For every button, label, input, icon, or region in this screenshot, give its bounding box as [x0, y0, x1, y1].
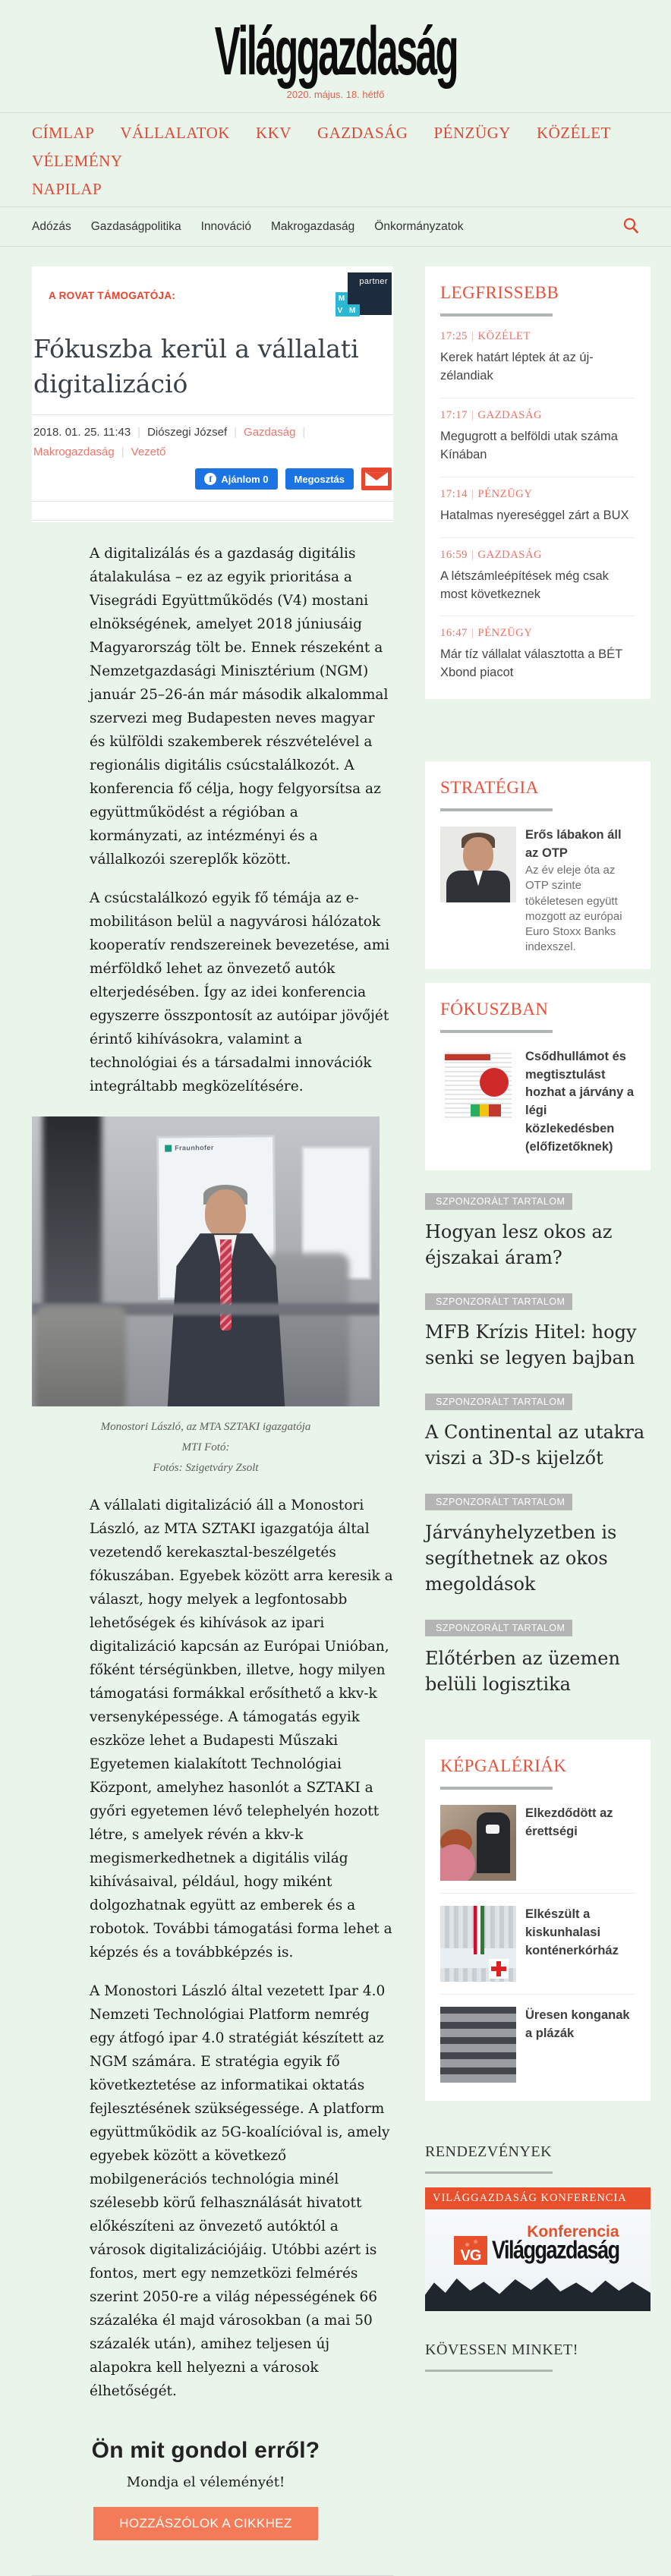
strategia-item-title[interactable]: Erős lábakon áll az OTP	[525, 828, 622, 861]
sponsor-label: A ROVAT TÁMOGATÓJA:	[49, 289, 176, 301]
subnav-makrogazdasag[interactable]: Makrogazdaság	[270, 219, 355, 233]
comment-cta-subtitle: Mondja el véleményét!	[126, 2474, 285, 2491]
heading-underline	[425, 2370, 553, 2372]
events-heading: RENDEZVÉNYEK	[425, 2143, 553, 2161]
man-head	[205, 1189, 246, 1238]
sponsored-title[interactable]: Járványhelyzetben is segíthetnek az okos megoldások	[425, 1522, 617, 1595]
mvm-m-square: M	[336, 292, 348, 304]
gallery-title[interactable]: Elkészült a kiskunhalasi konténerkórház	[525, 1907, 619, 1958]
facebook-share-button[interactable]	[285, 468, 354, 490]
vg-konferencia-logo	[454, 2223, 619, 2265]
news-title[interactable]: Kerek határt léptek át az új-zélandiak	[440, 351, 594, 383]
news-category[interactable]: PÉNZÜGY	[477, 627, 533, 640]
list-item	[440, 1036, 635, 1157]
sponsored-item	[425, 1293, 651, 1371]
sponsored-list	[425, 1193, 651, 1697]
primary-nav	[0, 113, 671, 206]
sponsored-badge: SZPONZORÁLT TARTALOM	[425, 1293, 572, 1310]
tag-vezeto[interactable]: Vezető	[131, 446, 166, 459]
sponsored-item	[425, 1193, 651, 1271]
facebook-icon: f	[204, 473, 216, 485]
list-item	[440, 1793, 635, 1894]
news-time: 17:17	[440, 408, 468, 421]
follow-section	[425, 2341, 651, 2398]
conference-banner[interactable]	[425, 2187, 651, 2311]
conference-banner-body	[425, 2209, 651, 2311]
article-header-card	[32, 266, 393, 522]
news-separator: |	[471, 548, 474, 561]
portrait-man	[181, 1189, 272, 1406]
news-category[interactable]: GAZDASÁG	[477, 408, 543, 421]
exam-gallery-thumbnail[interactable]	[440, 1805, 516, 1881]
poster-brand: Fraunhofer	[175, 1144, 214, 1152]
article-body	[32, 522, 393, 2576]
article-photo	[32, 1116, 380, 1406]
share-divider-2	[32, 520, 393, 521]
vg-logo-icon: VG	[454, 2236, 487, 2265]
konferencia-label: Konferencia	[527, 2223, 619, 2241]
nav-kkv[interactable]: KKV	[255, 124, 291, 142]
fokuszban-item-title[interactable]: Csődhullámot és megtisztulást hozhat a járvány a légi közlekedésben (előfizetőknek)	[525, 1049, 635, 1154]
gallery-title[interactable]: Elkezdődött az érettségi	[525, 1806, 613, 1839]
facebook-like-button[interactable]	[195, 468, 277, 490]
nav-napilap[interactable]: NAPILAP	[32, 180, 102, 198]
envelope-icon	[365, 472, 388, 486]
fokuszban-card	[425, 983, 651, 1171]
subnav-adozas[interactable]: Adózás	[32, 219, 71, 233]
heading-underline	[440, 1787, 553, 1790]
sponsored-title[interactable]: Előtérben az üzemen belüli logisztika	[425, 1648, 620, 1696]
article-meta	[32, 415, 393, 466]
meta-separator: |	[302, 426, 306, 439]
meta-separator: |	[137, 426, 141, 439]
events-section	[425, 2143, 651, 2311]
latest-news-card	[425, 266, 651, 699]
gallery-title[interactable]: Üresen konganak a plázák	[525, 2008, 630, 2041]
coronavirus-icon	[480, 1068, 509, 1097]
news-title[interactable]: Megugrott a belföldi utak száma Kínában	[440, 429, 618, 461]
caption-line-1: Monostori László, az MTA SZTAKI igazgatója	[100, 1421, 311, 1434]
strategia-heading: STRATÉGIA	[440, 778, 539, 798]
photo-caption	[32, 1406, 380, 1479]
mvm-partner-logo[interactable]	[332, 272, 392, 318]
nav-penzugy[interactable]: PÉNZÜGY	[433, 124, 511, 142]
heading-underline	[440, 808, 553, 811]
like-label: Ajánlom 0	[221, 473, 269, 485]
paragraph-2: A csúcstalálkozó egyik fő témája az e-mobilitáson belül a nagyvárosi hálózatok kooperatív rendszereinek bevezetése, ami mérföldkő lehet az önvezető autók elterjedésében. Így az idei konferencia egyszerre összpontosít az autóipar jövőjét érintő kihívásokra, valamint a technológiai és a társadalmi innovációk integráltabb megközelítésére.	[90, 890, 390, 1095]
paragraph-1: A digitalizálás és a gazdaság digitális átalakulása – ez az egyik prioritása a Visegrádi Együttműködés (V4) mostani elnökségének, amelyet 2018 júniusáig Magyarország tölt be. Ennek részeként a Nemzetgazdasági Minisztérium (NGM) január 25–26-án már második alkalommal szervezi meg Budapesten neves magyar és külföldi szakemberek részvételével a regionális digitális csúcstalálkozót. A konferencia fő célja, hogy felgyorsítsa az együttműködést a régióban a kormányzati, az intézményi és a vállalkozói szereplők között.	[90, 546, 389, 868]
article-author: Diószegi József	[147, 426, 228, 439]
galleries-heading: KÉPGALÉRIÁK	[440, 1756, 567, 1776]
sponsored-title[interactable]: MFB Krízis Hitel: hogy senki se legyen bajban	[425, 1321, 637, 1369]
sponsored-badge: SZPONZORÁLT TARTALOM	[425, 1193, 572, 1210]
heading-underline	[440, 1030, 553, 1033]
site-logo[interactable]: Világgazdaság	[214, 13, 457, 90]
tag-gazdasag[interactable]: Gazdaság	[244, 426, 296, 439]
heading-underline	[440, 313, 553, 316]
news-time: 16:59	[440, 548, 468, 561]
conference-banner-strip: VILÁGGAZDASÁG KONFERENCIA	[425, 2187, 651, 2209]
list-item	[440, 477, 635, 538]
news-category[interactable]: KÖZÉLET	[477, 330, 531, 342]
man-tie	[220, 1239, 232, 1331]
news-title[interactable]: Hatalmas nyereséggel zárt a BUX	[440, 508, 629, 522]
meta-separator: |	[121, 446, 124, 459]
article	[32, 266, 393, 2576]
audience-silhouette	[425, 2270, 651, 2311]
news-separator: |	[471, 330, 474, 342]
news-separator: |	[471, 408, 474, 421]
machinery-foreground-left	[35, 1306, 126, 1406]
galleries-card	[425, 1740, 651, 2101]
machinery-left	[43, 1116, 102, 1335]
share-row	[32, 466, 393, 501]
article-figure	[32, 1116, 393, 1479]
mvm-vm-square: V M	[336, 304, 360, 316]
list-item	[440, 320, 635, 398]
nav-kozelet[interactable]: KÖZÉLET	[536, 124, 611, 142]
current-date: 2020. május. 18. hétfő	[286, 89, 385, 100]
sponsor-banner[interactable]	[32, 266, 393, 324]
strategia-card	[425, 761, 651, 968]
news-separator: |	[471, 627, 474, 640]
search-icon[interactable]	[622, 217, 639, 236]
list-item	[440, 398, 635, 477]
strategia-item-desc: Az év eleje óta az OTP szinte tökéletesen együtt mozgott az európai Euro Stoxx Banks indexszel.	[525, 864, 622, 954]
sponsored-badge: SZPONZORÁLT TARTALOM	[425, 1494, 572, 1510]
analyst-portrait-thumbnail[interactable]	[440, 827, 516, 902]
news-separator: |	[471, 487, 474, 500]
subnav-gazdasagpolitika[interactable]: Gazdaságpolitika	[90, 219, 181, 233]
nav-velemeny[interactable]: VÉLEMÉNY	[32, 152, 123, 170]
latest-news-heading: LEGFRISSEBB	[440, 283, 559, 302]
newspaper-page-thumbnail[interactable]	[440, 1048, 516, 1124]
comment-cta	[32, 2438, 380, 2540]
follow-heading: KÖVESSEN MINKET!	[425, 2341, 578, 2359]
mall-gallery-thumbnail[interactable]	[440, 2007, 516, 2083]
share-label: Megosztás	[294, 473, 345, 485]
masthead	[0, 0, 671, 113]
list-item	[440, 814, 635, 955]
comment-cta-title: Ön mit gondol erről?	[91, 2438, 320, 2464]
vilaggazdasag-label: Világgazdaság	[492, 2235, 619, 2264]
comment-button[interactable]: HOZZÁSZÓLOK A CIKKHEZ	[93, 2507, 318, 2540]
fokuszban-heading: FÓKUSZBAN	[440, 999, 549, 1019]
paragraph-4: A Monostori László által vezetett Ipar 4.0 Nemzeti Technológiai Platform nemrég egy átfogó ipar 4.0 stratégiát készített az NGM számára. E stratégia egyik fő következtetése az informatikai oktatás fejlesztésének szükségessége. A platform együttműködik az 5G-koalícióval is, amely egyebek között a következő mobilgenerációs technológia minél szélesebb körű felhasználását hivatott előkészíteni az önvezető autóktól a városok digitalizációjáig. Utóbbi azért is fontos, mert egy nemzetközi felmérés szerint 2050-re a világ népességének 66 százaléka él majd városokban (a mai 50 százalék után), amihez teljesen új alapokra kell helyezni a városok élhetőségét.	[90, 1983, 390, 2400]
nav-cimlap[interactable]: CÍMLAP	[32, 124, 95, 142]
tag-makrogazdasag[interactable]: Makrogazdaság	[33, 446, 115, 459]
fraunhofer-logo-icon	[165, 1145, 172, 1151]
sponsored-item	[425, 1494, 651, 1597]
mvm-partner-text: partner	[348, 272, 392, 315]
news-category[interactable]: GAZDASÁG	[477, 548, 543, 561]
meta-separator: |	[234, 426, 238, 439]
news-title[interactable]: Már tíz vállalat választotta a BÉT Xbond piacot	[440, 647, 622, 680]
sponsored-title[interactable]: Hogyan lesz okos az éjszakai áram?	[425, 1221, 613, 1269]
nav-gazdasag[interactable]: GAZDASÁG	[317, 124, 408, 142]
subnav-innovacio[interactable]: Innováció	[200, 219, 251, 233]
sponsored-item	[425, 1620, 651, 1697]
subnav-onkormanyzatok[interactable]: Önkormányzatok	[374, 219, 464, 233]
hospital-gallery-thumbnail[interactable]	[440, 1906, 516, 1982]
list-item	[440, 1894, 635, 1995]
red-cross-icon	[489, 1959, 509, 1979]
sponsored-badge: SZPONZORÁLT TARTALOM	[425, 1393, 572, 1410]
paragraph-3: A vállalati digitalizáció áll a Monostori László, az MTA SZTAKI igazgatója által vezetendő kerekasztal-beszélgetés fókuszában. Egyebek között arra keresik a választ, hogy melyek a legfontosabb lehetőségek és kihívások az ipari digitalizáció kapcsán az Európai Unióban, főként térségünkben, illetve, hogy milyen támogatási formákkal erősíthető a kkv-k versenyképessége. A támogatás egyik eszköze lehet a Budapesti Műszaki Egyetemen kialakított Technológiai Központ, amelyhez hasonlót a SZTAKI a győri egyetemen lévő telephelyén hozott létre, s amelyek révén a kkv-k megismerkedhetnek a digitális világ kihívásaival, például, hogy miként dolgozhatnak együtt az emberek és a robotok. További támogatási forma lehet a képzés és a továbbképzés is.	[90, 1497, 393, 1961]
email-icon[interactable]	[361, 468, 392, 490]
caption-line-2: MTI Fotó:	[181, 1441, 230, 1454]
share-divider-1	[32, 501, 393, 502]
article-datetime: 2018. 01. 25. 11:43	[33, 426, 131, 439]
sponsored-item	[425, 1393, 651, 1471]
secondary-nav	[0, 207, 671, 246]
list-item	[440, 616, 635, 685]
caption-line-3: Fotós: Szigetváry Zsolt	[153, 1462, 259, 1475]
news-time: 17:14	[440, 487, 468, 500]
heading-underline	[425, 2171, 553, 2174]
nav-vallalatok[interactable]: VÁLLALATOK	[120, 124, 230, 142]
news-category[interactable]: PÉNZÜGY	[477, 487, 533, 500]
news-time: 17:25	[440, 330, 468, 342]
list-item	[440, 538, 635, 617]
hungarian-flag-icon	[474, 1906, 484, 1954]
news-title[interactable]: A létszámleépítések még csak most következnek	[440, 568, 609, 601]
article-title: Fókuszba kerül a vállalati digitalizáció	[33, 334, 359, 398]
sponsored-badge: SZPONZORÁLT TARTALOM	[425, 1620, 572, 1636]
news-time: 16:47	[440, 627, 468, 640]
list-item	[440, 1995, 635, 2087]
sidebar	[425, 266, 651, 2398]
sponsored-title[interactable]: A Continental az utakra viszi a 3D-s kijelzőt	[425, 1422, 645, 1469]
